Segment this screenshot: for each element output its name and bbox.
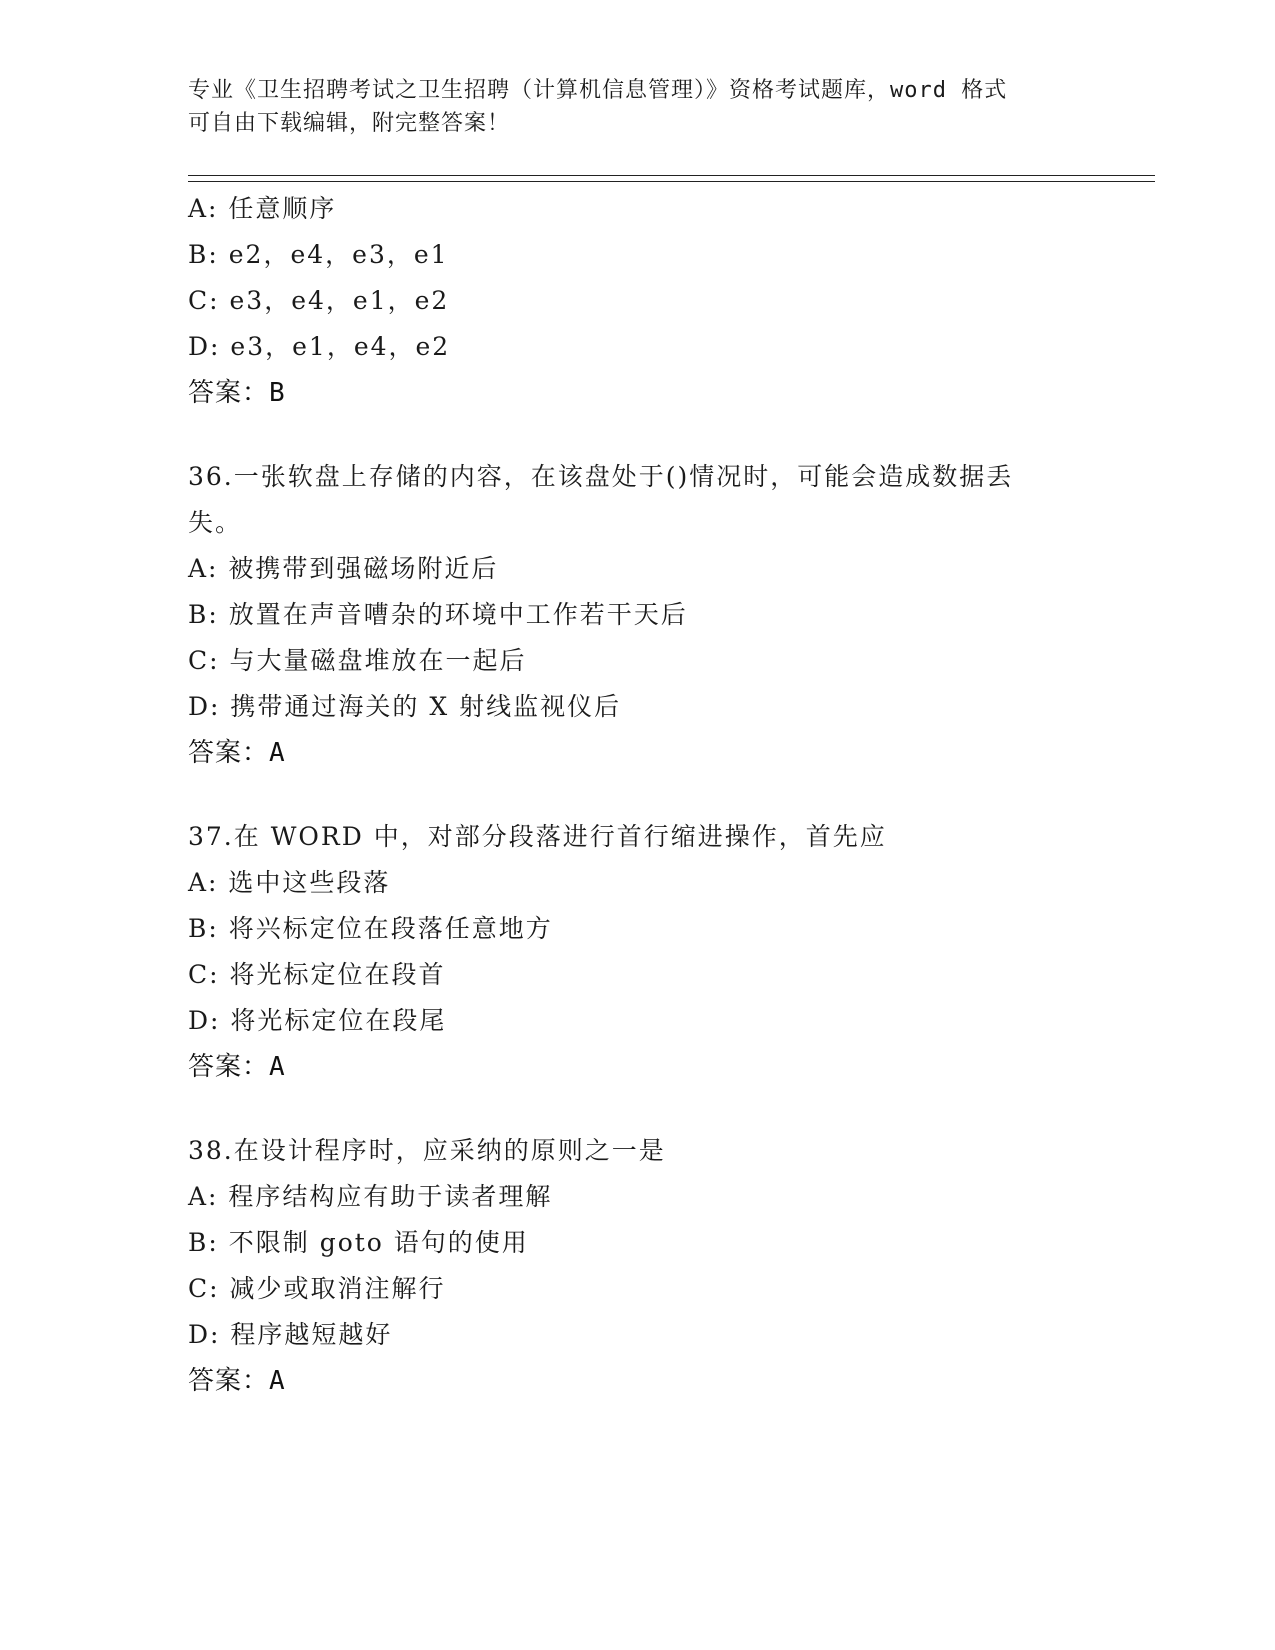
question-content [188,186,1088,1404]
answer-line: 答案：A [188,738,286,768]
option-d: D: e3，e1，e4，e2 [188,332,451,361]
header-divider-bottom [188,181,1155,182]
header-divider-top [188,175,1155,176]
option-a: A: 被携带到强磁场附近后 [188,554,499,583]
option-c: C: 将光标定位在段首 [188,960,446,989]
question-stem: 37.在 WORD 中，对部分段落进行首行缩进操作，首先应 [188,822,887,851]
option-c: C: 减少或取消注解行 [188,1274,446,1303]
option-b: B: 放置在声音嘈杂的环境中工作若干天后 [188,600,688,629]
answer-line: 答案：A [188,1052,286,1082]
question-37-block [188,814,1088,1090]
answer-line: 答案：A [188,1366,286,1396]
header-title-line-2: 可自由下载编辑，附完整答案！ [188,111,511,136]
header-title-line-1: 专业《卫生招聘考试之卫生招聘（计算机信息管理）》资格考试题库，word 格式 [188,78,1008,103]
option-c: C: e3，e4，e1，e2 [188,286,450,315]
question-stem: 36.一张软盘上存储的内容，在该盘处于()情况时，可能会造成数据丢 [188,462,1014,491]
option-b: B: 不限制 goto 语句的使用 [188,1228,529,1257]
question-stem: 38.在设计程序时，应采纳的原则之一是 [188,1136,666,1165]
question-stem-continued: 失。 [188,508,243,537]
option-a: A: 程序结构应有助于读者理解 [188,1182,553,1211]
option-c: C: 与大量磁盘堆放在一起后 [188,646,527,675]
option-d: D: 将光标定位在段尾 [188,1006,447,1035]
option-a: A: 任意顺序 [188,194,337,223]
option-d: D: 携带通过海关的 X 射线监视仪后 [188,692,622,721]
option-d: D: 程序越短越好 [188,1320,393,1349]
document-header [188,74,1068,140]
option-a: A: 选中这些段落 [188,868,391,897]
question-38-block [188,1128,1088,1404]
answer-line: 答案：B [188,378,286,408]
option-b: B: e2，e4，e3，e1 [188,240,449,269]
question-36-block [188,454,1088,776]
option-b: B: 将兴标定位在段落任意地方 [188,914,553,943]
previous-question-block [188,186,1088,416]
